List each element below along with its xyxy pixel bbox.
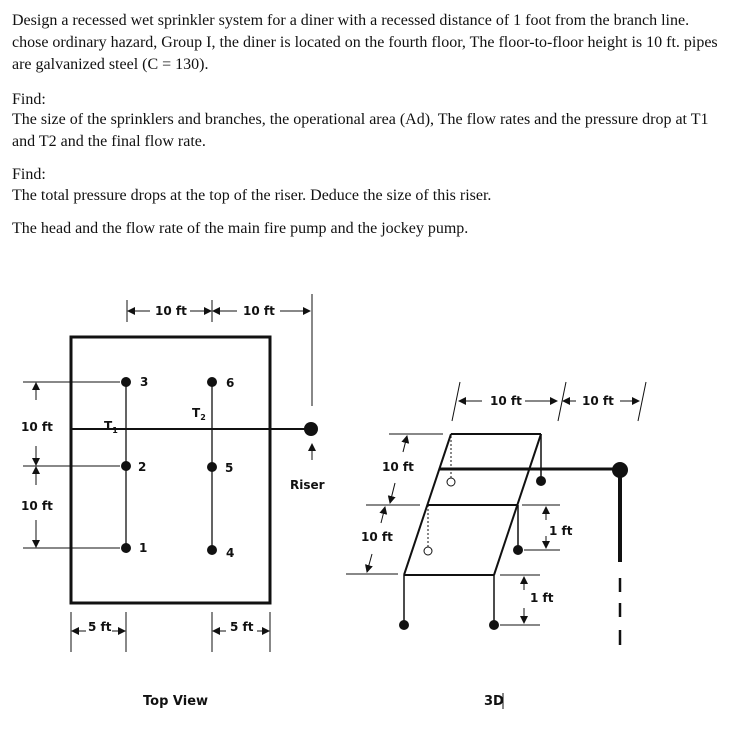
top-view <box>21 294 325 709</box>
3d-top-dim-left: 10 ft <box>490 394 522 408</box>
3d-top-dim-right: 10 ft <box>582 394 614 408</box>
sprinkler-3 <box>121 377 131 387</box>
sprinkler-2 <box>121 461 131 471</box>
sprinkler-5 <box>207 462 217 472</box>
sprinkler-4-label: 4 <box>226 546 235 560</box>
dim-arrow <box>403 436 407 452</box>
left-dim-lower: 10 ft <box>21 499 53 513</box>
tee2-label: $T_2$ <box>192 406 206 422</box>
sprinkler-2-label: 2 <box>138 460 147 474</box>
sprinkler-3-label: 3 <box>140 375 149 389</box>
top-dim-left: 10 ft <box>155 304 187 318</box>
3d-drop-dim-upper: 1 ft <box>549 524 573 538</box>
3d-view-caption: 3D <box>484 694 504 709</box>
problem-intro: Design a recessed wet sprinkler system for a diner with a recessed distance of 1 foot from the branch line. chose ordinary hazard, Group I, the diner is located on the fourth floor, The floor-to-floor height is 10 ft. pipes are galvanized steel (C = 130). <box>12 12 718 73</box>
find1-heading: Find: <box>12 91 46 108</box>
find2-text: The total pressure drops at the top of the riser. Deduce the size of this riser. <box>12 187 492 204</box>
dim-arrow <box>381 507 385 523</box>
bottom-dim-left: 5 ft <box>88 620 112 634</box>
room-outline <box>71 337 270 603</box>
left-dim-upper: 10 ft <box>21 420 53 434</box>
sprinkler-3d <box>399 620 409 630</box>
sprinkler-3d <box>536 476 546 486</box>
sprinkler-1-label: 1 <box>139 541 148 555</box>
sprinkler-1 <box>121 543 131 553</box>
sprinkler-3d <box>489 620 499 630</box>
find2-heading: Find: <box>12 166 46 183</box>
bottom-dim-right: 5 ft <box>230 620 254 634</box>
3d-drop-dim-lower: 1 ft <box>530 591 554 605</box>
dim-arrow <box>367 554 372 572</box>
sprinkler-6 <box>207 377 217 387</box>
3d-left-dim-upper: 10 ft <box>382 460 414 474</box>
dim-tick <box>452 382 460 421</box>
sprinkler-6-label: 6 <box>226 376 235 390</box>
hidden-sprinkler-3d <box>447 478 455 486</box>
top-dim-right: 10 ft <box>243 304 275 318</box>
dim-tick <box>638 382 646 421</box>
find1-text: The size of the sprinklers and branches, the operational area (Ad), The flow rates and the pressure drop at T1 and T2 and the final flow rate. <box>12 111 709 150</box>
riser-label: Riser <box>290 478 325 492</box>
sprinkler-4 <box>207 545 217 555</box>
hidden-sprinkler-3d <box>424 547 432 555</box>
top-view-caption: Top View <box>143 694 209 709</box>
riser-head <box>304 422 318 436</box>
tee1-label: $T_1$ <box>104 419 118 435</box>
sprinkler-3d <box>513 545 523 555</box>
sprinkler-5-label: 5 <box>225 461 234 475</box>
view-3d <box>346 382 646 709</box>
3d-left-dim-lower: 10 ft <box>361 530 393 544</box>
dim-arrow <box>390 483 395 503</box>
pump-text: The head and the flow rate of the main fire pump and the jockey pump. <box>12 220 469 237</box>
